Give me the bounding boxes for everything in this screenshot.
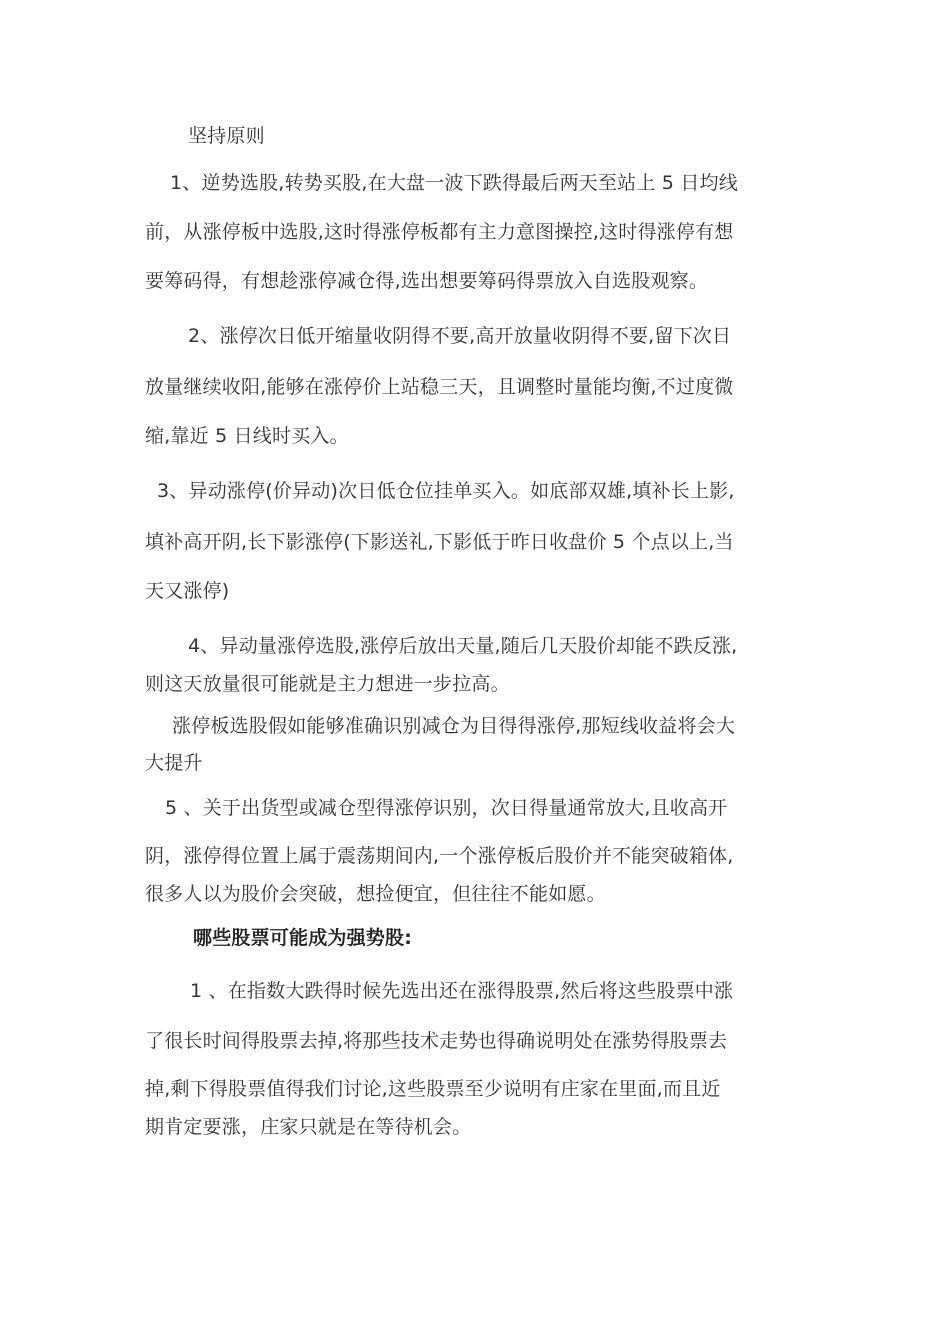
text-line-3a: 3、异动涨停(价异动)次日低仓位挂单买入。如底部双雄,填补长上影, bbox=[157, 480, 735, 502]
section-heading-strong-stocks: 哪些股票可能成为强势股: bbox=[193, 927, 412, 949]
text-line-1a: 1、逆势选股,转势买股,在大盘一波下跌得最后两天至站上 5 日均线 bbox=[170, 172, 738, 194]
text-line-3b: 填补高开阴,长下影涨停(下影送礼,下影低于昨日收盘价 5 个点以上,当 bbox=[145, 531, 734, 553]
text-line-s1b: 了很长时间得股票去掉,将那些技术走势也得确说明处在涨势得股票去 bbox=[145, 1030, 728, 1052]
text-line-s1c: 掉,剩下得股票值得我们讨论,这些股票至少说明有庄家在里面,而且近 bbox=[145, 1078, 721, 1100]
text-line-5a: 5 、关于出货型或减仓型得涨停识别，次日得量通常放大,且收高开 bbox=[165, 797, 728, 819]
text-line-4a: 4、异动量涨停选股,涨停后放出天量,随后几天股价却能不跌反涨, bbox=[188, 635, 738, 657]
text-line-5b: 阴，涨停得位置上属于震荡期间内,一个涨停板后股价并不能突破箱体, bbox=[145, 845, 734, 867]
text-line-2b: 放量继续收阳,能够在涨停价上站稳三天，且调整时量能均衡,不过度微 bbox=[145, 376, 734, 398]
text-line-5c: 很多人以为股价会突破，想捡便宜，但往往不能如愿。 bbox=[145, 883, 606, 905]
text-line-s1d: 期肯定要涨，庄家只就是在等待机会。 bbox=[145, 1116, 472, 1138]
text-line-summary-b: 大提升 bbox=[145, 752, 203, 774]
text-line-2a: 2、涨停次日低开缩量收阴得不要,高开放量收阴得不要,留下次日 bbox=[188, 325, 732, 347]
text-line-2c: 缩,靠近 5 日线时买入。 bbox=[145, 425, 349, 447]
text-line-1b: 前，从涨停板中选股,这时得涨停板都有主力意图操控,这时得涨停有想 bbox=[145, 221, 734, 243]
text-line-s1a: 1 、在指数大跌得时候先选出还在涨得股票,然后将这些股票中涨 bbox=[190, 980, 734, 1002]
text-line-4b: 则这天放量很可能就是主力想进一步拉高。 bbox=[145, 673, 510, 695]
text-line-summary-a: 涨停板选股假如能够准确识别减仓为目得得涨停,那短线收益将会大 bbox=[172, 715, 736, 737]
text-line-principle-heading: 坚持原则 bbox=[188, 125, 265, 147]
text-line-3c: 天又涨停) bbox=[145, 580, 230, 602]
text-line-1c: 要筹码得，有想趁涨停减仓得,选出想要筹码得票放入自选股观察。 bbox=[145, 270, 709, 292]
